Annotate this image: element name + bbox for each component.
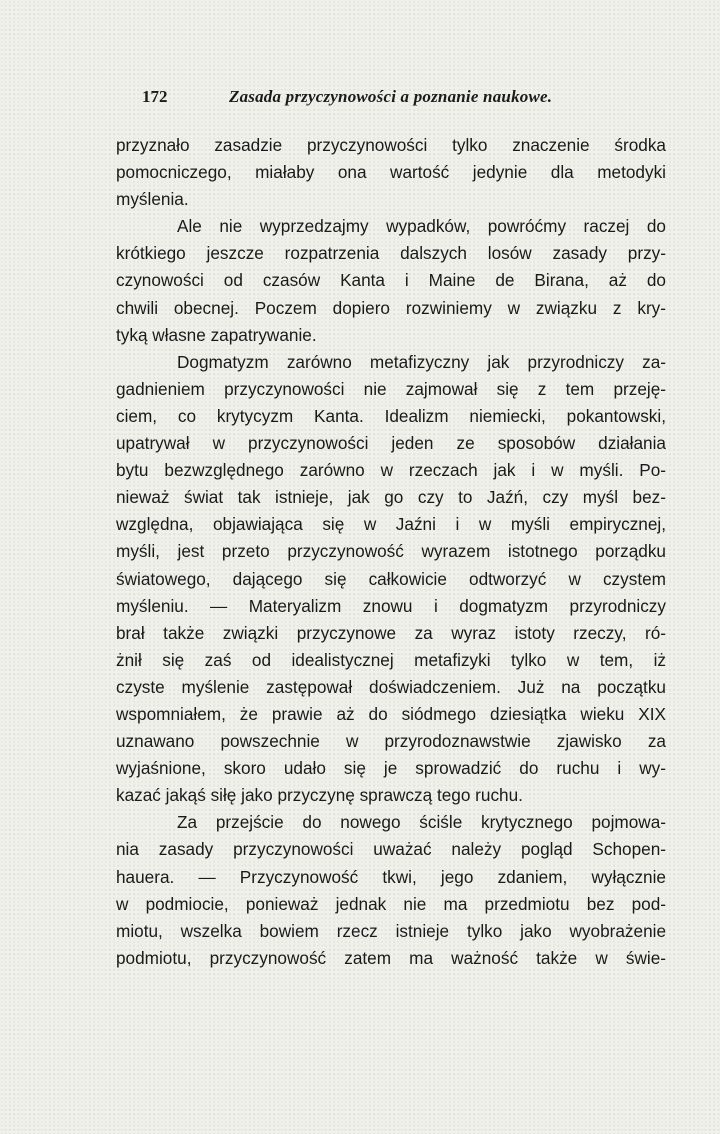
text-line: czyste myślenie zastępował doświadczeniem. Już na początku [116, 676, 666, 697]
text-line: gadnieniem przyczynowości nie zajmował się z tem przeję- [116, 378, 666, 399]
text-line: pomocniczego, miałaby ona wartość jedynie dla metodyki [116, 162, 666, 183]
page-header [142, 87, 672, 111]
text-line: upatrywał w przyczynowości jeden ze sposobów działania [116, 433, 666, 454]
text-line: wyjaśnione, skoro udało się je sprowadzić do ruchu i wy- [116, 758, 666, 779]
text-line: kazać jakąś siłę jako przyczynę sprawczą tego ruchu. [116, 785, 523, 806]
text-line: myśli, jest przeto przyczynowość wyrazem istotnego porządku [116, 541, 666, 562]
page-number: 172 [142, 87, 168, 106]
text-line: myśleniu. — Materyalizm znowu i dogmatyzm przyrodniczy [116, 595, 666, 616]
running-title: Zasada przyczynowości a poznanie naukowe. [229, 87, 553, 106]
paragraph-1 [116, 132, 666, 213]
text-line: czynowości od czasów Kanta i Maine de Birana, aż do [116, 270, 666, 291]
text-line: tyką własne zapatrywanie. [116, 324, 317, 345]
text-line: myślenia. [116, 189, 189, 210]
text-line: w podmiocie, ponieważ jednak nie ma przedmiotu bez pod- [116, 893, 666, 914]
text-line: krótkiego jeszcze rozpatrzenia dalszych losów zasady przy- [116, 243, 666, 264]
text-line: Ale nie wyprzedzajmy wypadków, powróćmy raczej do [177, 216, 666, 237]
paragraph-4 [116, 809, 666, 972]
text-line: podmiotu, przyczynowość zatem ma ważność także w świe- [116, 947, 666, 968]
text-line: miotu, wszelka bowiem rzecz istnieje tylko jako wyobrażenie [116, 920, 666, 941]
text-line: hauera. — Przyczynowość tkwi, jego zdaniem, wyłącznie [116, 866, 666, 887]
text-line: światowego, dającego się całkowicie odtworzyć w czystem [116, 568, 666, 589]
body-text [116, 132, 666, 972]
paragraph-3 [116, 349, 666, 810]
text-line: Dogmatyzm zarówno metafizyczny jak przyrodniczy za- [177, 351, 666, 372]
text-line: żnił się zaś od idealistycznej metafizyki tylko w tem, iż [116, 649, 666, 670]
text-line: nia zasady przyczynowości uważać należy pogląd Schopen- [116, 839, 666, 860]
text-line: chwili obecnej. Poczem dopiero rozwiniemy w związku z kry- [116, 297, 666, 318]
text-line: Za przejście do nowego ściśle krytycznego pojmowa- [177, 812, 666, 833]
text-line: bytu bezwzględnego zarówno w rzeczach jak i w myśli. Po- [116, 460, 666, 481]
text-line: nieważ świat tak istnieje, jak go czy to Jaźń, czy myśl bez- [116, 487, 666, 508]
text-line: względna, objawiająca się w Jaźni i w myśli empirycznej, [116, 514, 666, 535]
text-line: brał także związki przyczynowe za wyraz istoty rzeczy, ró- [116, 622, 666, 643]
text-line: ciem, co krytycyzm Kanta. Idealizm niemiecki, pokantowski, [116, 405, 666, 426]
text-line: przyznało zasadzie przyczynowości tylko znaczenie środka [116, 135, 666, 155]
text-line: uznawano powszechnie w przyrodoznawstwie zjawisko za [116, 731, 666, 752]
text-line: wspomniałem, że prawie aż do siódmego dziesiątka wieku XIX [116, 703, 666, 724]
paragraph-2 [116, 213, 666, 348]
